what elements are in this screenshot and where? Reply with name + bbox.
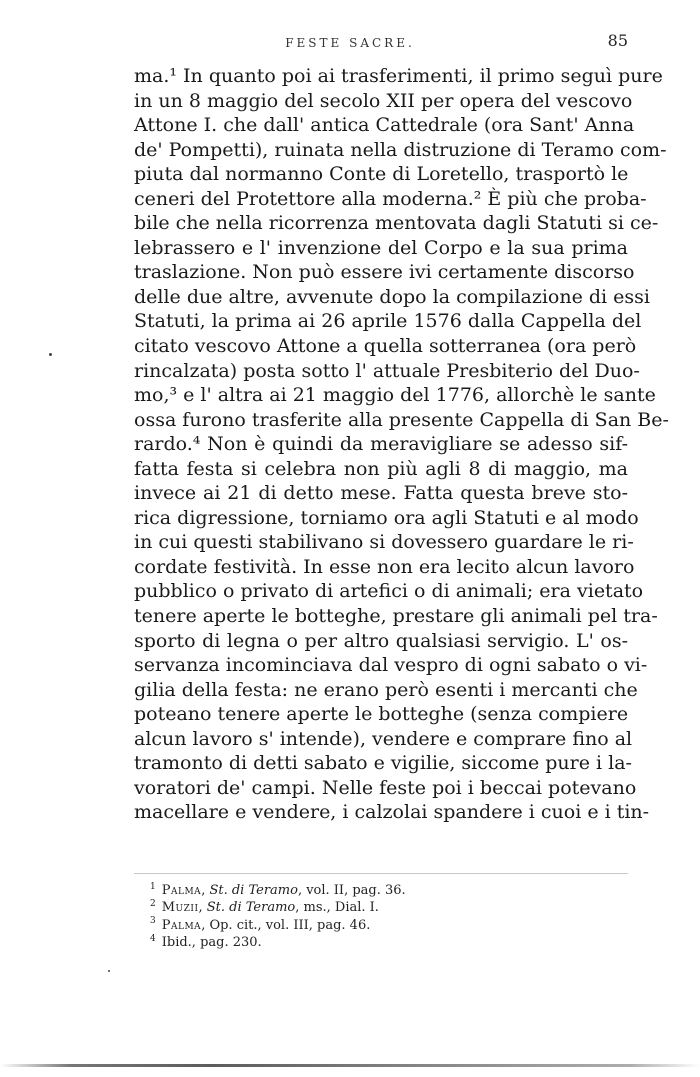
text-line: servanza incominciava dal vespro di ogni sabato o vi-: [134, 654, 648, 677]
footnote-mark: 1: [150, 881, 156, 892]
footnote: $^1$ Palma, St. di Teramo, vol. II, pag. 36.: [150, 881, 406, 898]
text-line: lebrassero e l' invenzione del Corpo e la sua prima: [134, 236, 628, 259]
footnotes: [150, 882, 590, 951]
footnote-author: Palma: [161, 917, 202, 933]
text-line: poteano tenere aperte le botteghe (senza compiere: [134, 703, 629, 726]
footnote-text: , vol. II, pag. 36.: [297, 883, 406, 898]
text-line: ceneri del Protettore alla moderna.² È più che proba-: [134, 187, 647, 210]
page-bottom-edge: [0, 1064, 700, 1067]
text-line: pubblico o privato di artefici o di animali; era vietato: [134, 580, 644, 603]
footnote-mark: 2: [150, 898, 156, 909]
footnote: [150, 934, 590, 951]
text-line: ma.¹ In quanto poi ai trasferimenti, il primo seguì pure: [134, 65, 663, 87]
text-line: fatta festa si celebra non più agli 8 di maggio, ma: [134, 457, 628, 480]
text-line: rardo.⁴ Non è quindi da meravigliare se adesso sif-: [134, 433, 628, 456]
text-line: rincalzata) posta sotto l' attuale Presbiterio del Duo-: [134, 359, 640, 382]
footnote-mark: 3: [150, 916, 156, 927]
footnote-author: Muzii: [161, 900, 199, 916]
text-line: traslazione. Non può essere ivi certamente discorso: [134, 261, 635, 284]
footnote-title: St. di Teramo: [206, 900, 296, 916]
footnote-divider: [134, 873, 628, 874]
text-line: sporto di legna o per altro qualsiasi servigio. L' os-: [134, 629, 628, 652]
text-line: de' Pompetti), ruinata nella distruzione di Teramo com-: [134, 138, 667, 161]
text-line: invece ai 21 di detto mese. Fatta questa breve sto-: [134, 482, 628, 505]
text-line: cordate festività. In esse non era lecito alcun lavoro: [134, 555, 635, 578]
text-line: in cui questi stabilivano si dovessero guardare le ri-: [134, 531, 634, 554]
footnote: $^3$ Palma, Op. cit., vol. III, pag. 46.: [150, 916, 371, 933]
text-line: voratori de' campi. Nelle feste poi i beccai potevano: [134, 776, 637, 799]
text-line: mo,³ e l' altra ai 21 maggio del 1776, allorchè le sante: [134, 384, 656, 407]
text-line: gilia della festa: ne erano però esenti i mercanti che: [134, 678, 638, 701]
text-line: tenere aperte le botteghe, prestare gli animali pel tra-: [134, 605, 658, 628]
print-speck: [49, 353, 52, 356]
text-line: alcun lavoro s' intende), vendere e comprare fino al: [134, 727, 633, 750]
footnote-text: Ibid., pag. 230.: [161, 934, 262, 950]
text-line: rica digressione, torniamo ora agli Statuti e al modo: [134, 506, 639, 529]
footnote-title: St. di Teramo: [209, 883, 298, 898]
text-line: ossa furono trasferite alla presente Cappella di San Be-: [134, 408, 669, 431]
text-line: in un 8 maggio del secolo XII per opera del vescovo: [134, 89, 633, 112]
footnote-text: , ms., Dial. I.: [295, 900, 379, 916]
text-line: piuta dal normanno Conte di Loretello, trasportò le: [134, 163, 629, 186]
text-line: Statuti, la prima ai 26 aprile 1576 dalla Cappella del: [134, 310, 642, 333]
text-line: delle due altre, avvenute dopo la compilazione di essi: [134, 285, 650, 308]
text-line: Attone I. che dall' antica Cattedrale (ora Sant' Anna: [134, 114, 635, 137]
text-line: citato vescovo Attone a quella sotterranea (ora però: [134, 335, 637, 358]
footnote-text: Op. cit., vol. III, pag. 46.: [209, 917, 371, 933]
footnote-author: Palma: [161, 883, 202, 898]
footnote: $^2$ Muzii, St. di Teramo, ms., Dial. I.: [150, 898, 379, 916]
text-line: bile che nella ricorrenza mentovata dagli Statuti si ce-: [134, 212, 659, 235]
body-text: [134, 64, 669, 825]
page-number: 85: [607, 31, 628, 50]
print-speck: [108, 970, 110, 972]
footnote-mark: 4: [150, 933, 156, 944]
running-title: FESTE SACRE.: [285, 36, 415, 50]
text-line: tramonto di detti sabato e vigilie, siccome pure i la-: [134, 752, 632, 775]
text-line: macellare e vendere, i calzolai spandere i cuoi e i tin-: [134, 801, 650, 824]
